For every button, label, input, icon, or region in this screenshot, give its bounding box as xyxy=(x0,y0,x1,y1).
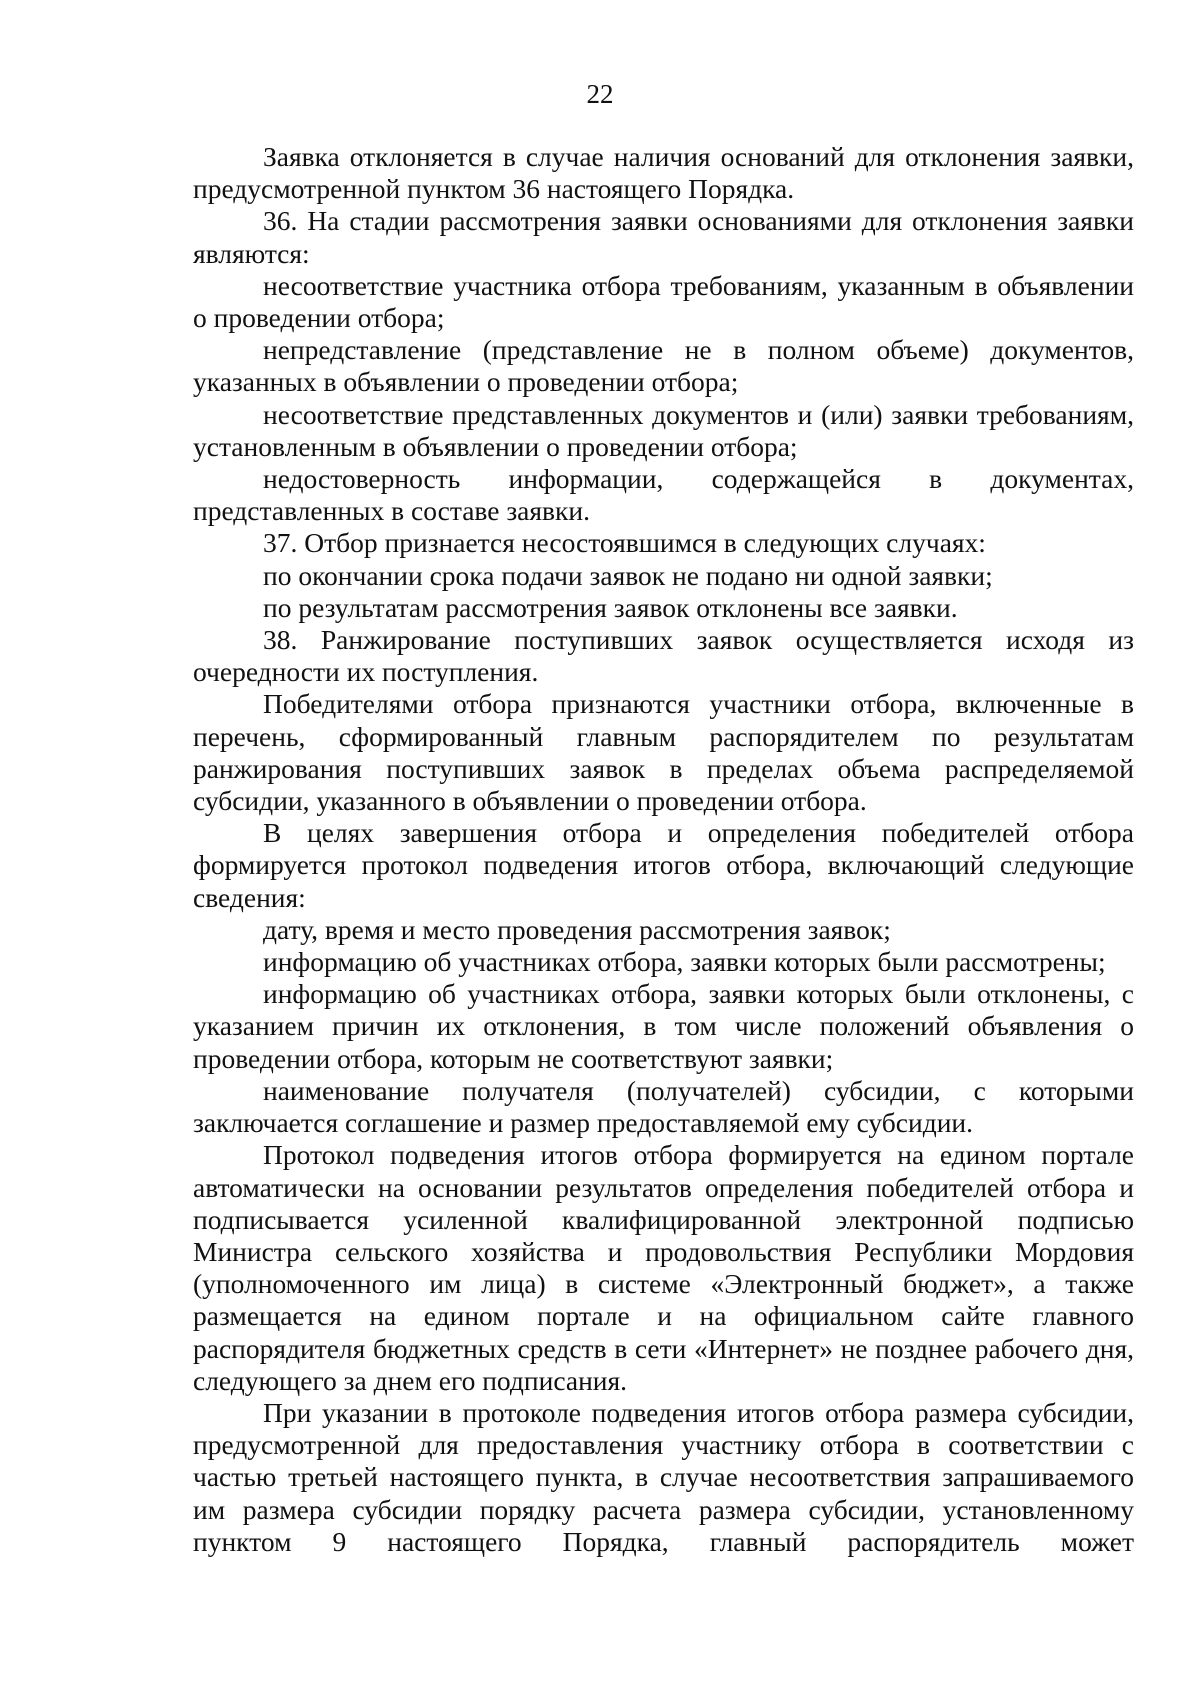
paragraph-protocol-intro: В целях завершения отбора и определения победителей отбора формируется протокол подведения итогов отбора, включающий следующие сведения: xyxy=(193,817,1134,913)
list-item-documents-missing: непредставление (представление не в полном объеме) документов, указанных в объявлении о проведении отбора; xyxy=(193,334,1134,398)
list-item-reviewed-participants: информацию об участниках отбора, заявки которых были рассмотрены; xyxy=(263,946,1106,978)
list-item-all-rejected: по результатам рассмотрения заявок отклонены все заявки. xyxy=(263,591,958,623)
paragraph-37-heading: 37. Отбор признается несостоявшимся в следующих случаях: xyxy=(263,527,986,559)
document-body xyxy=(193,141,1134,1558)
paragraph-rejection-basis: Заявка отклоняется в случае наличия оснований для отклонения заявки, предусмотренной пунктом 36 настоящего Порядка. xyxy=(193,141,1134,205)
list-item-participant-mismatch: несоответствие участника отбора требованиям, указанным в объявлении о проведении отбора; xyxy=(193,269,1134,334)
list-item-date-time-place: дату, время и место проведения рассмотрения заявок; xyxy=(263,913,891,945)
list-item-no-applications: по окончании срока подачи заявок не подано ни одной заявки; xyxy=(263,559,993,591)
paragraph-subsidy-size: При указании в протоколе подведения итогов отбора размера субсидии, предусмотренной для предоставления участнику отбора в соответствии с частью третьей настоящего пункта, в случае несоответствия запрашиваемого им размера субсидии порядку расчета размера субсидии, установленному пунктом 9 настоящего Порядка, главный распорядитель может xyxy=(193,1396,1134,1557)
paragraph-38-ranking: 38. Ранжирование поступивших заявок осуществляется исходя из очередности их поступления. xyxy=(193,624,1134,688)
paragraph-winners: Победителями отбора признаются участники отбора, включенные в перечень, сформированный главным распорядителем по результатам ранжирования поступивших заявок в пределах объема распределяемой субсидии, указанного в объявлении о проведении отбора. xyxy=(193,688,1134,817)
paragraph-36-heading: 36. На стадии рассмотрения заявки основаниями для отклонения заявки являются: xyxy=(193,205,1134,269)
list-item-recipient-name: наименование получателя (получателей) субсидии, с которыми заключается соглашение и размер предоставляемой ему субсидии. xyxy=(193,1074,1134,1139)
list-item-rejected-participants: информацию об участниках отбора, заявки которых были отклонены, с указанием причин их отклонения, в том числе положений объявления о проведении отбора, которым не соответствуют заявки; xyxy=(193,978,1134,1074)
paragraph-protocol-signing: Протокол подведения итогов отбора формируется на едином портале автоматически на основании результатов определения победителей отбора и подписывается усиленной квалифицированной электронной подписью Министра сельского хозяйства и продовольствия Республики Мордовия (уполномоченного им лица) в системе «Электронный бюджет», а также размещается на едином портале и на официальном сайте главного распорядителя бюджетных средств в сети «Интернет» не позднее рабочего дня, следующего за днем его подписания. xyxy=(193,1139,1134,1396)
list-item-unreliable-info: недостоверность информации, содержащейся в документах, представленных в составе заявки. xyxy=(193,463,1134,527)
list-item-documents-mismatch: несоответствие представленных документов и (или) заявки требованиям, установленным в объявлении о проведении отбора; xyxy=(193,398,1134,462)
page-number: 22 xyxy=(586,79,614,109)
